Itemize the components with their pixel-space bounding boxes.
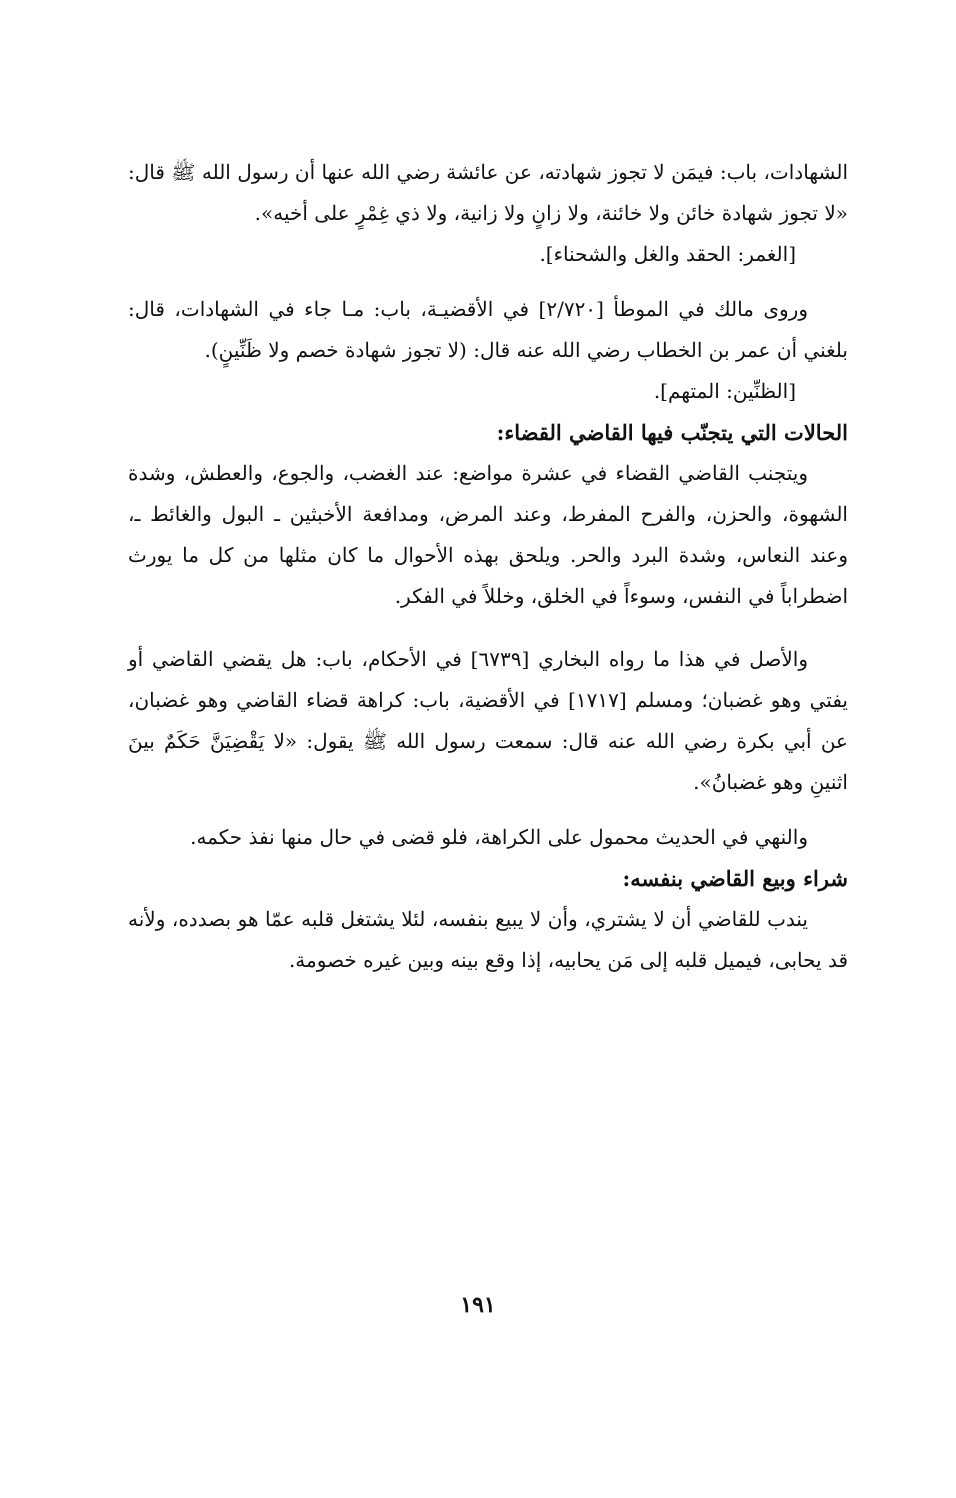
paragraph-buying-selling: يندب للقاضي أن لا يشتري، وأن لا يبيع بنفسه، لئلا يشتغل قلبه عمّا هو بصدده، ولأنه قد يحابى، فيميل قلبه إلى مَن يحابيه، إذا وقع بينه وبين غيره خصومة. (128, 907, 848, 972)
paragraph-muwatta-narration: وروى مالك في الموطأ [٢/٧٢٠] في الأقضيـة، باب: مـا جاء في الشهادات، قال: بلغني أن عمر بن الخطاب رضي الله عنه قال: (لا تجوز شهادة خصم ولا ظَنِّينٍ). (128, 297, 848, 362)
paragraph-ten-situations: ويتجنب القاضي القضاء في عشرة مواضع: عند الغضب، والجوع، والعطش، وشدة الشهوة، والحزن، والفرح المفرط، وعند المرض، ومدافعة الأخبثين ـ البول والغائط ـ، وعند النعاس، وشدة البرد والحر. ويلحق بهذه الأحوال ما كان مثلها من كل ما يورث اضطراباً في النفس، وسوءاً في الخلق، وخللاً في الفكر. (128, 461, 848, 608)
note-zanin-definition: [الظنِّين: المتهم]. (653, 379, 796, 403)
paragraph-shahadat-hadith: الشهادات، باب: فيمَن لا تجوز شهادته، عن عائشة رضي الله عنها أن رسول الله ﷺ قال: «لا تجوز شهادة خائن ولا خائنة، ولا زانٍ ولا زانية، ولا ذي غِمْرٍ على أخيه». (128, 160, 848, 225)
note-ghimr-definition: [الغمر: الحقد والغل والشحناء]. (539, 242, 796, 266)
paragraph-prohibition-ruling: والنهي في الحديث محمول على الكراهة، فلو قضى في حال منها نفذ حكمه. (190, 825, 808, 849)
paragraph-hadith-origin: والأصل في هذا ما رواه البخاري [٦٧٣٩] في الأحكام، باب: هل يقضي القاضي أو يفتي وهو غضبان؛ ومسلم [١٧١٧] في الأقضية، باب: كراهة قضاء القاضي وهو غضبان، عن أبي بكرة رضي الله عنه قال: سمعت رسول الله ﷺ يقول: «لا يَقْضِيَنَّ حَكَمٌ بينَ اثنينِ وهو غضبانُ». (128, 647, 849, 794)
page-number: ١٩١ (460, 1292, 496, 1318)
page-body (128, 152, 848, 1452)
section-heading-avoid-judging: الحالات التي يتجنّب فيها القاضي القضاء: (496, 420, 848, 445)
section-heading-buying-selling: شراء وبيع القاضي بنفسه: (622, 866, 848, 891)
